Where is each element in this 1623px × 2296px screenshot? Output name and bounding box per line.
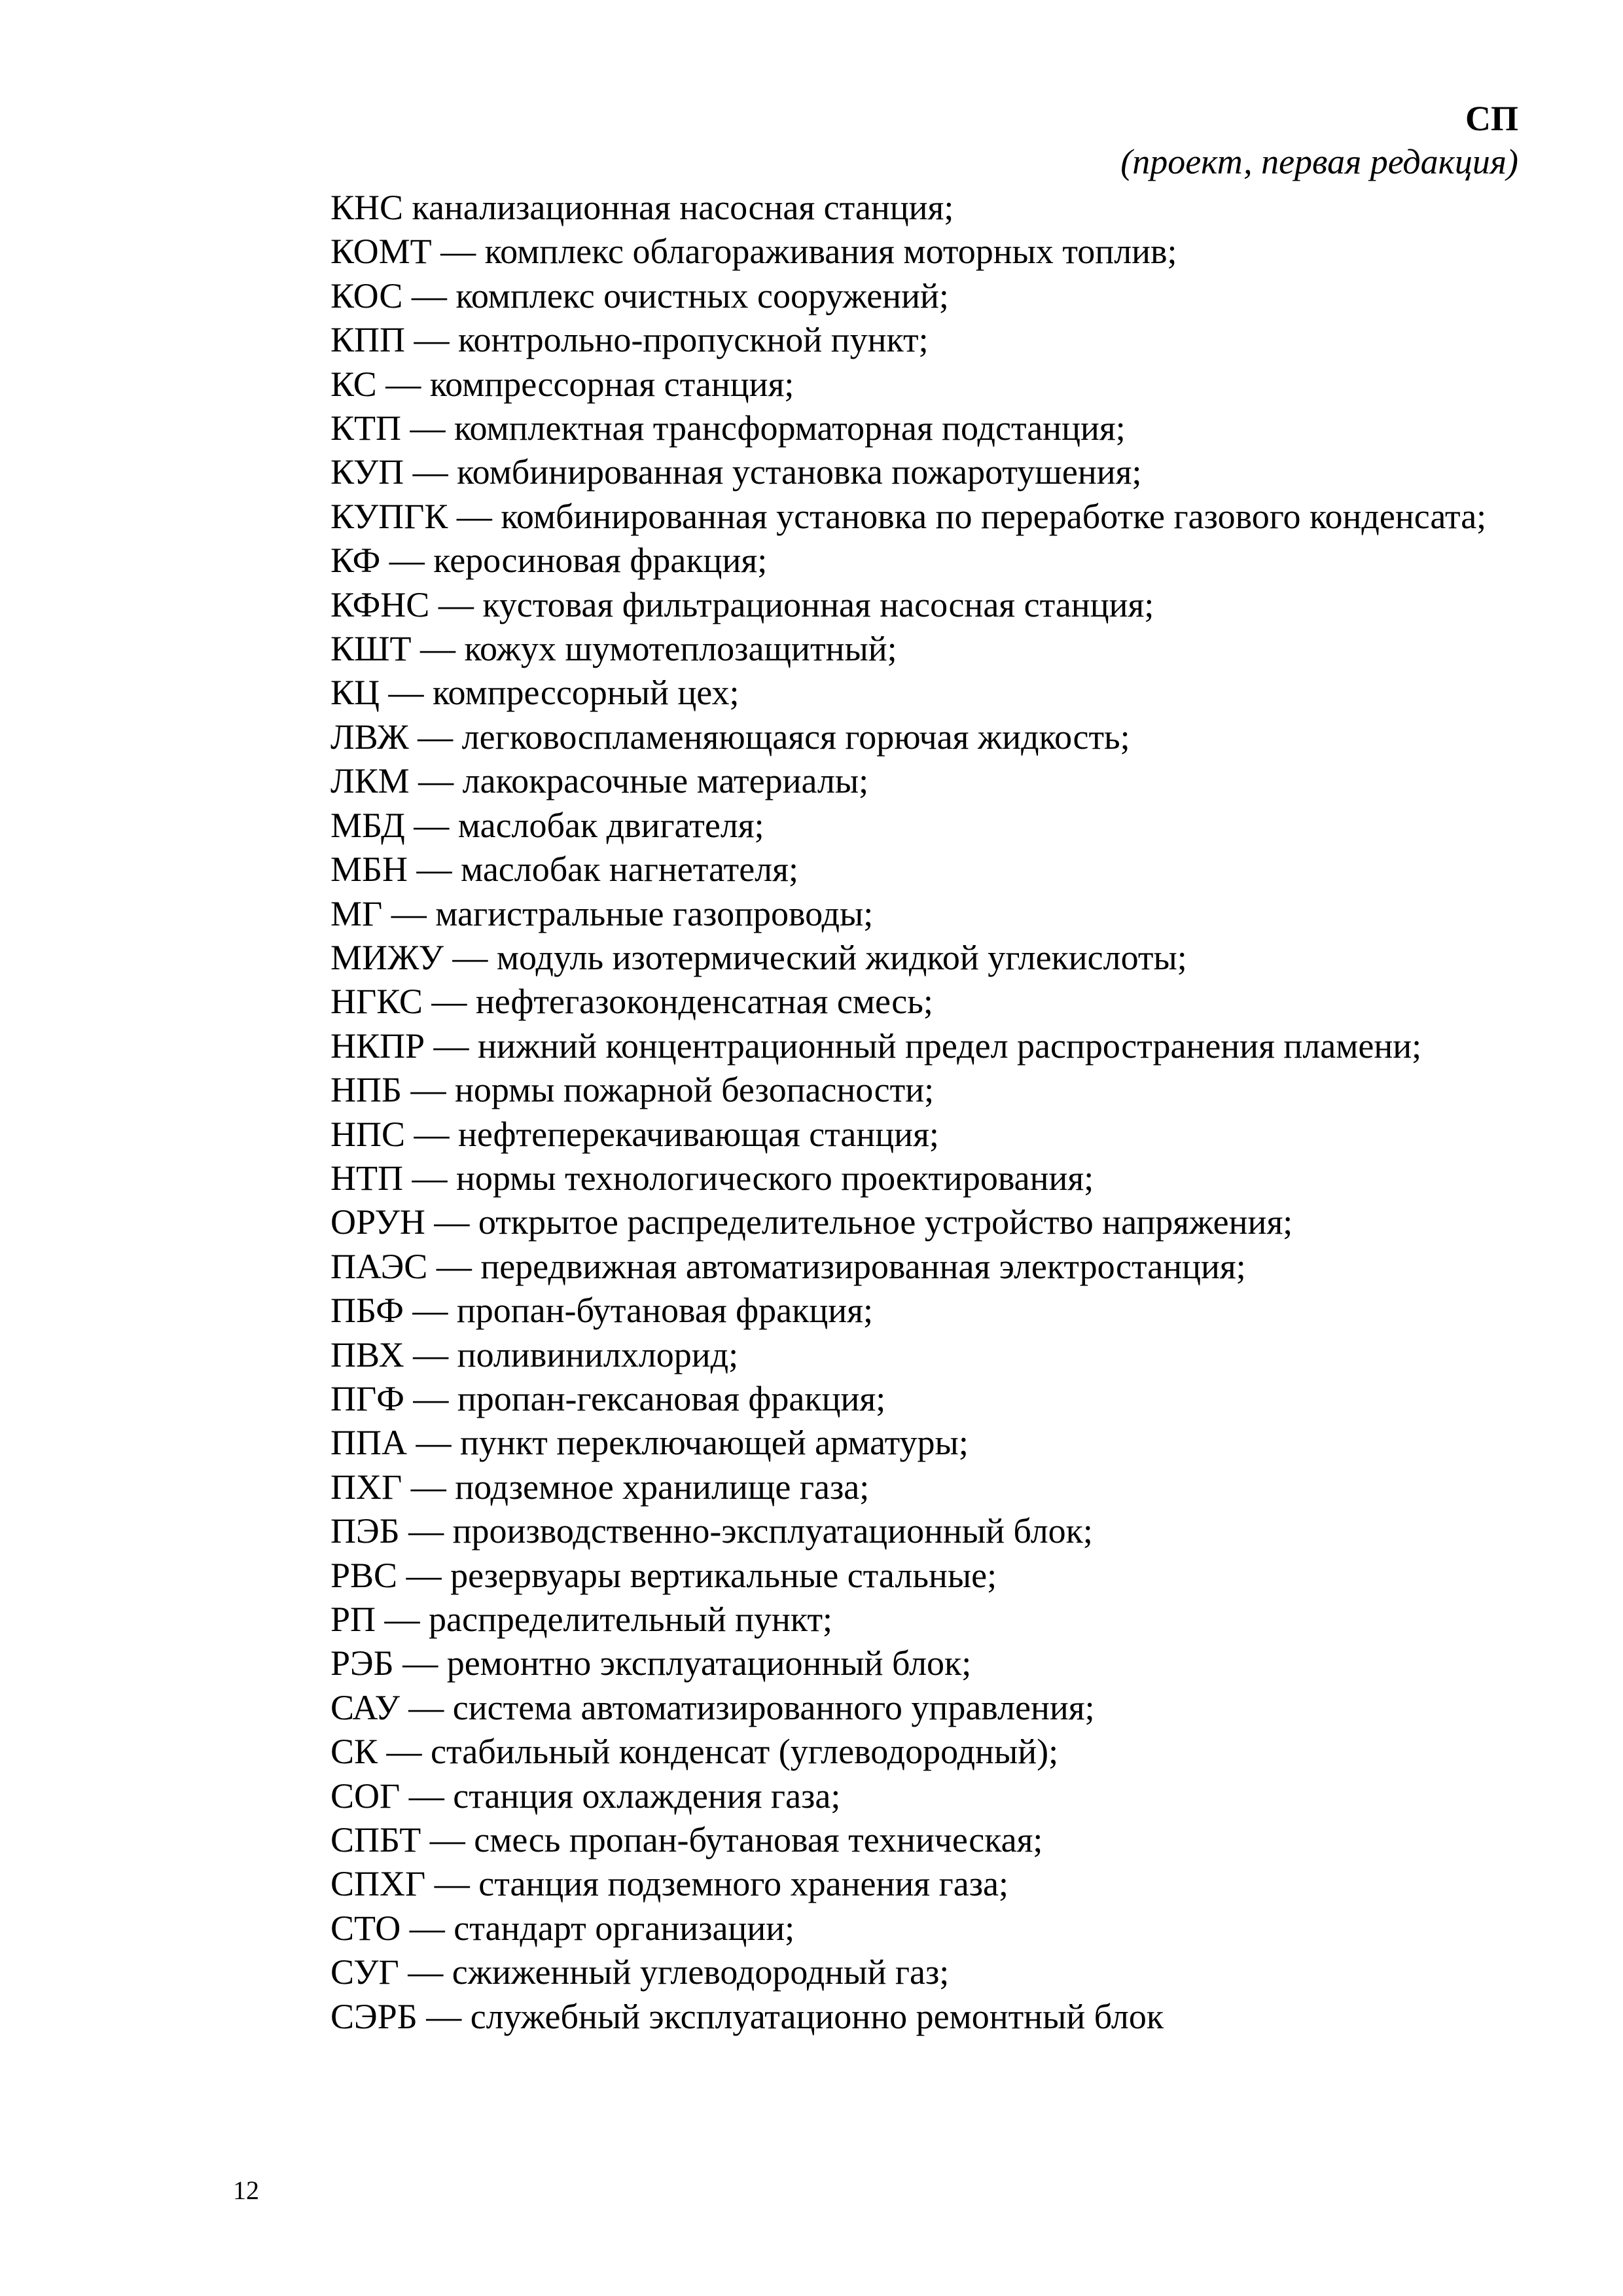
abbreviation-entry: ППА — пункт переключающей арматуры; [330, 1423, 969, 1463]
abbreviation-entry: КЦ — компрессорный цех; [330, 673, 740, 713]
abbreviation-entry: РП — распределительный пункт; [330, 1600, 833, 1639]
abbreviation-entry: НПБ — нормы пожарной безопасности; [330, 1070, 935, 1110]
abbreviation-entry: КШТ — кожух шумотеплозащитный; [330, 629, 897, 669]
page-number: 12 [233, 2176, 259, 2205]
abbreviation-entry: СУГ — сжиженный углеводородный газ; [330, 1952, 950, 1992]
document-edition-note: (проект, первая редакция) [1120, 142, 1518, 181]
abbreviations-list [231, 186, 1518, 2039]
abbreviation-entry: КС — компрессорная станция; [330, 364, 794, 404]
abbreviation-entry: ПАЭС — передвижная автоматизированная электростанция; [330, 1246, 1246, 1286]
abbreviation-entry: ПЭБ — производственно-эксплуатационный блок; [330, 1511, 1093, 1551]
abbreviation-entry: ЛВЖ — легковоспламеняющаяся горючая жидкость; [330, 717, 1130, 757]
abbreviation-entry: КНС канализационная насосная станция; [330, 188, 954, 227]
abbreviation-entry: ПХГ — подземное хранилище газа; [330, 1467, 870, 1507]
abbreviation-entry: ПГФ — пропан-гексановая фракция; [330, 1378, 886, 1418]
abbreviation-entry: СПХГ — станция подземного хранения газа; [330, 1864, 1008, 1904]
abbreviation-entry: КТП — комплектная трансформаторная подстанция; [330, 408, 1126, 448]
abbreviation-entry: НТП — нормы технологического проектирования; [330, 1158, 1094, 1198]
abbreviation-entry: ПВХ — поливинилхлорид; [330, 1335, 739, 1374]
abbreviation-entry: НГКС — нефтегазоконденсатная смесь; [330, 982, 933, 1022]
abbreviation-entry: МИЖУ — модуль изотермический жидкой углекислоты; [330, 937, 1187, 977]
document-code: СП [1465, 99, 1518, 138]
abbreviation-entry: НКПР — нижний концентрационный предел распространения пламени; [330, 1026, 1422, 1066]
abbreviation-entry: МБН — маслобак нагнетателя; [330, 850, 798, 889]
abbreviation-entry: КУП — комбинированная установка пожаротушения; [330, 452, 1142, 492]
abbreviation-entry: КОМТ — комплекс облагораживания моторных топлив; [330, 232, 1177, 272]
abbreviation-entry: ОРУН — открытое распределительное устройство напряжения; [330, 1202, 1293, 1242]
abbreviation-entry: СПБТ — смесь пропан-бутановая техническая; [330, 1820, 1043, 1860]
abbreviation-entry: СТО — стандарт организации; [330, 1908, 795, 1948]
abbreviation-entry: КФНС — кустовая фильтрационная насосная станция; [330, 584, 1154, 624]
abbreviation-entry: ПБФ — пропан-бутановая фракция; [330, 1291, 873, 1331]
abbreviation-entry: РЭБ — ремонтно эксплуатационный блок; [330, 1643, 972, 1683]
abbreviation-entry: МБД — маслобак двигателя; [330, 805, 764, 845]
abbreviation-entry: КОС — комплекс очистных сооружений; [330, 276, 949, 315]
abbreviation-entry: ЛКМ — лакокрасочные материалы; [330, 761, 869, 801]
abbreviation-entry: КУПГК — комбинированная установка по переработке газового конденсата; [330, 496, 1487, 536]
abbreviation-entry: СЭРБ — служебный эксплуатационно ремонтный блок [330, 1996, 1164, 2036]
abbreviation-entry: НПС — нефтеперекачивающая станция; [330, 1114, 939, 1154]
abbreviation-entry: МГ — магистральные газопроводы; [330, 893, 874, 933]
abbreviation-entry: КПП — контрольно-пропускной пункт; [330, 320, 929, 360]
abbreviation-entry: СОГ — станция охлаждения газа; [330, 1776, 841, 1816]
abbreviation-entry: КФ — керосиновая фракция; [330, 541, 768, 581]
abbreviation-entry: РВС — резервуары вертикальные стальные; [330, 1555, 997, 1595]
abbreviation-entry: СК — стабильный конденсат (углеводородный); [330, 1732, 1059, 1772]
abbreviation-entry: САУ — система автоматизированного управления; [330, 1687, 1095, 1727]
